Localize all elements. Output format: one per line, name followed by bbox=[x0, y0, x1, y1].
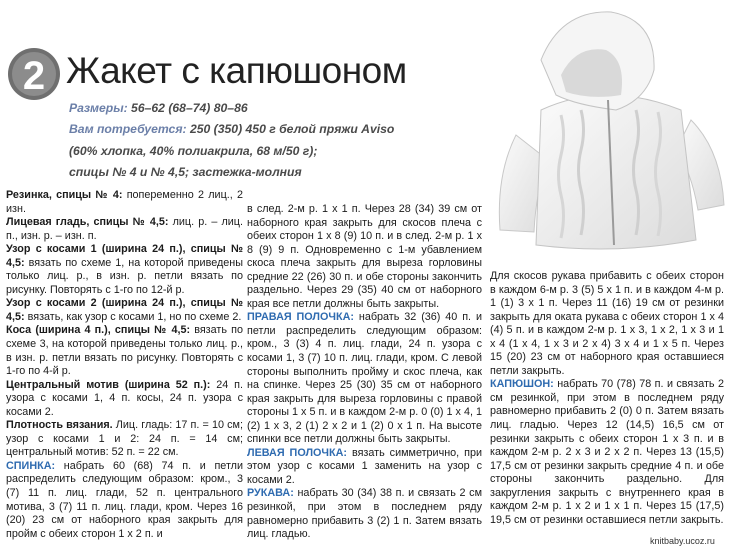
paragraph-heading: Резинка, спицы № 4: bbox=[6, 189, 123, 201]
paragraph-text: Для скосов рукава прибавить с обеих сторон в каждом 6-м р. 3 (5) 5 х 1 п. и в каждом 4-м р. 1 (1) 3 х 1 п. Через 11 (16) 19 см от резинки закрыть для оката рукава с обеих сторон 1 х 4 (4) 5 п. и в каждом 2-м р. 1 х 3, 1 х 2, 1 х 3 и 1 х 4 (1 х 4, 1 х 3 и 2 х 4) 3 х 4 и 1 х 5 п. Через 15 (20) 23 см от наборного края оставшиеся петли закрыть. bbox=[490, 270, 724, 377]
spec-line: спицы № 4 и № 4,5; застежка-молния bbox=[69, 164, 302, 179]
paragraph-heading: Плотность вязания. bbox=[6, 419, 113, 432]
paragraph bbox=[490, 270, 724, 378]
paragraph bbox=[6, 460, 243, 541]
paragraph-heading: ПРАВАЯ ПОЛОЧКА: bbox=[247, 311, 354, 324]
paragraph-text: вязать, как узор с косами 1, но по схеме 2. bbox=[24, 310, 242, 323]
paragraph bbox=[490, 378, 724, 527]
paragraph-heading: РУКАВА: bbox=[247, 487, 294, 500]
paragraph-text: вязать по схеме 3, на которой приведены только лиц. р., в изн. р. петли вязать по рисунку. Повторять с 1-го по 4-й р. bbox=[6, 324, 243, 378]
paragraph-heading: ЛЕВАЯ ПОЛОЧКА: bbox=[247, 446, 347, 459]
paragraph-text: набрать 60 (68) 74 п. и петли распределить следующим образом: кром., 3 (7) 11 п. лиц. глади, 52 п. центрального мотива, 3 (7) 11 п. лиц. глади, кром. Через 16 (20) 23 см от наборного края закрыть для пройм с обеих сторон 1 х 2 п. и bbox=[6, 459, 243, 540]
paragraph-text: попеременно 2 лиц., 2 изн. bbox=[6, 189, 243, 215]
paragraph-heading: Узор с косами 2 (ширина 24 п.), спицы № 4,5: bbox=[6, 297, 243, 323]
page-title: Жакет с капюшоном bbox=[66, 50, 407, 91]
paragraph bbox=[247, 447, 482, 488]
specs-block bbox=[69, 98, 489, 183]
paragraph-heading: Лицевая гладь, спицы № 4,5: bbox=[6, 216, 169, 229]
paragraph bbox=[6, 216, 243, 243]
source-watermark: knitbaby.ucoz.ru bbox=[650, 536, 715, 546]
paragraph-heading: КАПЮШОН: bbox=[490, 378, 554, 391]
paragraph-text: лиц. р. – лиц. п., изн. р. – изн. п. bbox=[6, 216, 243, 242]
paragraph-text: в след. 2-м р. 1 х 1 п. Через 28 (34) 39 см от наборного края закрыть для скосов плеча с обеих сторон 1 х 8 (9) 10 п. и в след. 2-м р. 1 х 8 (9) 9 п. Одновременно с 1-м убавлением скоса плеча закрыть для выреза горловины средние 22 (26) 30 п. и обе стороны закончить раздельно. Через 29 (35) 40 см от наборного края все петли должны быть закрыты. bbox=[247, 203, 482, 310]
column-3 bbox=[490, 270, 724, 527]
paragraph bbox=[6, 243, 243, 297]
paragraph bbox=[6, 189, 243, 216]
column-1 bbox=[6, 189, 243, 541]
paragraph-text: набрать 30 (34) 38 п. и связать 2 см резинкой, при этом в последнем ряду равномерно прибавить 3 (2) 1 п. Затем вязать лиц. гладью. bbox=[247, 487, 482, 541]
spec-line: Вам потребуется: 250 (350) 450 г белой пряжи Aviso bbox=[69, 122, 395, 137]
paragraph bbox=[6, 297, 243, 324]
paragraph bbox=[247, 487, 482, 541]
section-number-badge bbox=[6, 46, 62, 102]
paragraph-heading: СПИНКА: bbox=[6, 459, 56, 472]
paragraph-heading: Коса (ширина 4 п.), спицы № 4,5: bbox=[6, 324, 191, 337]
spec-line: Размеры: 56–62 (68–74) 80–86 bbox=[69, 101, 248, 115]
paragraph-text: Лиц. гладь: 17 п. = 10 см; узор с косами 1 и 2: 24 п. = 14 см; центральный мотив: 52 п. = 22 см. bbox=[6, 419, 243, 459]
paragraph bbox=[247, 311, 482, 446]
column-2 bbox=[247, 203, 482, 542]
paragraph-text: вязать по схеме 1, на которой приведены только лиц. р., в изн. р. петли вязать по рисунку. Повторять с 1-го по 12-й р. bbox=[6, 256, 243, 296]
paragraph-heading: Центральный мотив (ширина 52 п.): bbox=[6, 378, 211, 391]
paragraph-heading: Узор с косами 1 (ширина 24 п.), спицы № 4,5: bbox=[6, 243, 243, 269]
paragraph bbox=[6, 324, 243, 378]
paragraph-text: набрать 32 (36) 40 п. и петли распределить следующим образом: кром., 3 (3) 4 п. лиц. глади, 24 п. узора с косами 1, 3 (7) 10 п. лиц. глади, кром. С левой стороны выполнить пройму и скос плеча, как на спинке. Через 25 (30) 35 см от наборного края закрыть для выреза горловины с правой стороны 1 х 5 п. и в каждом 2-м р. 0 (0) 1 х 4, 1 (2) 1 х 3, 2 (1) 2 х 2 и 1 (2) 0 х 1 п. На высоте спинки все петли должны быть закрыты. bbox=[247, 311, 482, 446]
paragraph-text: вязать симметрично, при этом узор с косами 1 заменить на узор с косами 2. bbox=[247, 446, 483, 486]
paragraph bbox=[6, 379, 243, 420]
paragraph-text: набрать 70 (78) 78 п. и связать 2 см резинкой, при этом в последнем ряду равномерно прибавить 2 (0) 0 п. Затем вязать лиц. гладью. Через 12 (14,5) 16,5 см от резинки закрыть с обеих сторон 1 х 3 п. и в каждом 2-м р. 2 х 3 и 2 х 2 п. Через 13 (15,5) 17,5 см от резинки закрыть средние 4 п. и обе стороны закончить раздельно. Для закругления закрыть с внутреннего края в каждом 2-м р. 1 х 2 и 1 х 1 п. Через 15 (17,5) 19,5 см от резинки оставшиеся петли закрыть. bbox=[490, 378, 724, 526]
badge-number: 2 bbox=[22, 54, 46, 98]
paragraph bbox=[6, 419, 243, 460]
paragraph-text: 24 п. узора с косами 1, 4 п. косы, 24 п. узора с косами 2. bbox=[6, 378, 243, 418]
spec-line: (60% хлопка, 40% полиакрила, 68 м/50 г); bbox=[69, 143, 318, 158]
paragraph bbox=[247, 203, 482, 311]
hooded-jacket-photo bbox=[486, 0, 735, 262]
